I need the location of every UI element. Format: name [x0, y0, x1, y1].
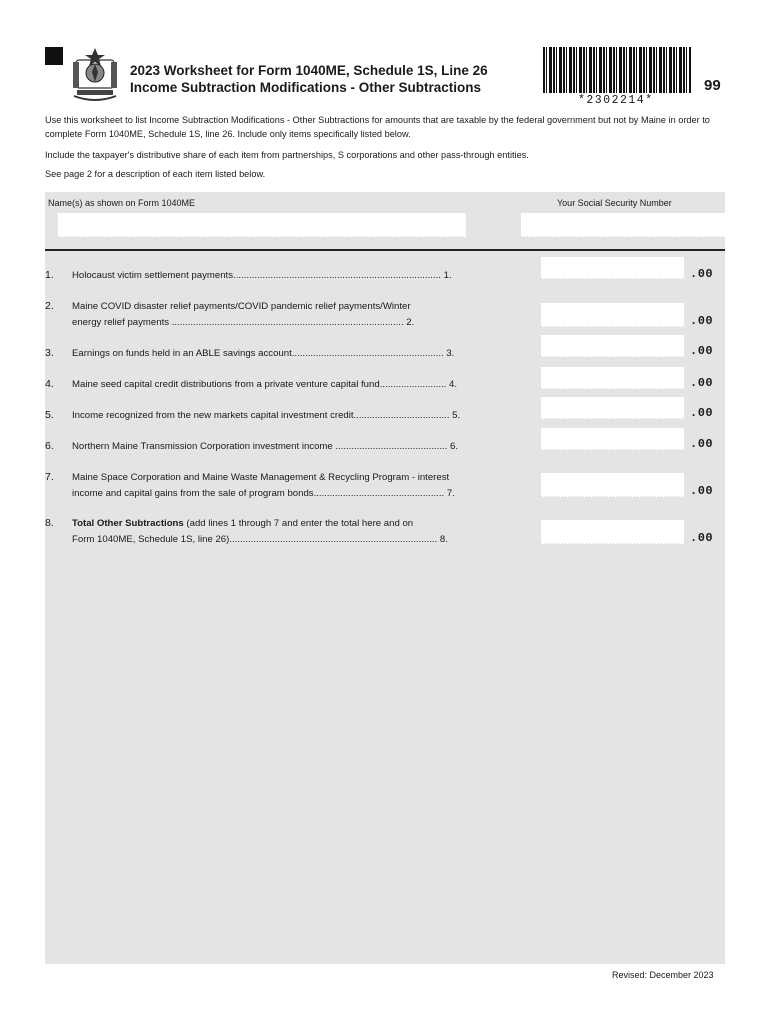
- intro-paragraph-2: Include the taxpayer's distributive share of each item from partnerships, S corporations and other pass-through entities.: [45, 150, 529, 160]
- line-1-description: Holocaust victim settlement payments.............................................................................. 1.: [72, 270, 452, 281]
- line-6-cents: .00: [690, 437, 714, 451]
- line-2-description: Maine COVID disaster relief payments/COVID pandemic relief payments/Winter energy relief payments ....................................................................................... 2.: [72, 301, 415, 328]
- line-4-cents: .00: [690, 376, 714, 390]
- line-1-cents: .00: [690, 267, 714, 281]
- name-label: Name(s) as shown on Form 1040ME: [48, 198, 196, 208]
- line-8-number: 8.: [45, 517, 54, 529]
- form-number: 99: [704, 77, 721, 94]
- line-2-number: 2.: [45, 300, 54, 312]
- line-6-input[interactable]: [541, 428, 684, 450]
- maine-state-seal-icon: [70, 46, 120, 102]
- line-4-description: Maine seed capital credit distributions from a private venture capital fund......................... 4.: [72, 379, 458, 390]
- line-1-number: 1.: [45, 269, 54, 281]
- revision-date: Revised: December 2023: [612, 970, 714, 980]
- line-7-cents: .00: [690, 484, 714, 498]
- line-2-cents: .00: [690, 314, 714, 328]
- line-3-number: 3.: [45, 347, 54, 359]
- intro-paragraph-3: See page 2 for a description of each item listed below.: [45, 169, 266, 179]
- line-4-input[interactable]: [541, 367, 684, 389]
- line-8-input[interactable]: [541, 520, 684, 544]
- line-7-input[interactable]: [541, 473, 684, 497]
- line-4-number: 4.: [45, 378, 54, 390]
- barcode: [543, 47, 691, 93]
- line-6-description: Northern Maine Transmission Corporation investment income .......................................... 6.: [72, 441, 459, 452]
- line-7-description: Maine Space Corporation and Maine Waste Management & Recycling Program - interest income and capital gains from the sale of program bonds................................................. 7.: [72, 472, 455, 499]
- line-8-description: Total Other Subtractions (add lines 1 through 7 and enter the total here and on Form 1040ME, Schedule 1S, line 26).............................................................................. 8.: [72, 518, 448, 545]
- line-3-description: Earnings on funds held in an ABLE savings account......................................................... 3.: [72, 348, 455, 359]
- form-title: [130, 62, 540, 96]
- line-6-number: 6.: [45, 440, 54, 452]
- line-7-number: 7.: [45, 471, 54, 483]
- registration-mark-top-left: [45, 47, 63, 65]
- intro-paragraph-1: Use this worksheet to list Income Subtraction Modifications - Other Subtractions for amounts that are taxable by the federal government but not by Maine in order to complete Form 1040ME, Schedule 1S, line 26. Include only items specifically listed below.: [45, 115, 710, 139]
- line-5-input[interactable]: [541, 397, 684, 419]
- title-line-2: Income Subtraction Modifications - Other Subtractions: [130, 80, 482, 95]
- line-5-description: Income recognized from the new markets capital investment credit.................................... 5.: [72, 410, 461, 421]
- name-input[interactable]: [58, 213, 466, 237]
- section-divider: [45, 249, 725, 251]
- line-2-input[interactable]: [541, 303, 684, 327]
- line-5-cents: .00: [690, 406, 714, 420]
- line-3-cents: .00: [690, 344, 714, 358]
- barcode-text: *2302214*: [578, 94, 654, 107]
- line-3-input[interactable]: [541, 335, 684, 357]
- line-8-cents: .00: [690, 531, 714, 545]
- line-5-number: 5.: [45, 409, 54, 421]
- ssn-input[interactable]: [521, 213, 725, 237]
- ssn-label: Your Social Security Number: [557, 198, 672, 208]
- line-1-input[interactable]: [541, 257, 684, 279]
- title-line-1: 2023 Worksheet for Form 1040ME, Schedule 1S, Line 26: [130, 63, 488, 78]
